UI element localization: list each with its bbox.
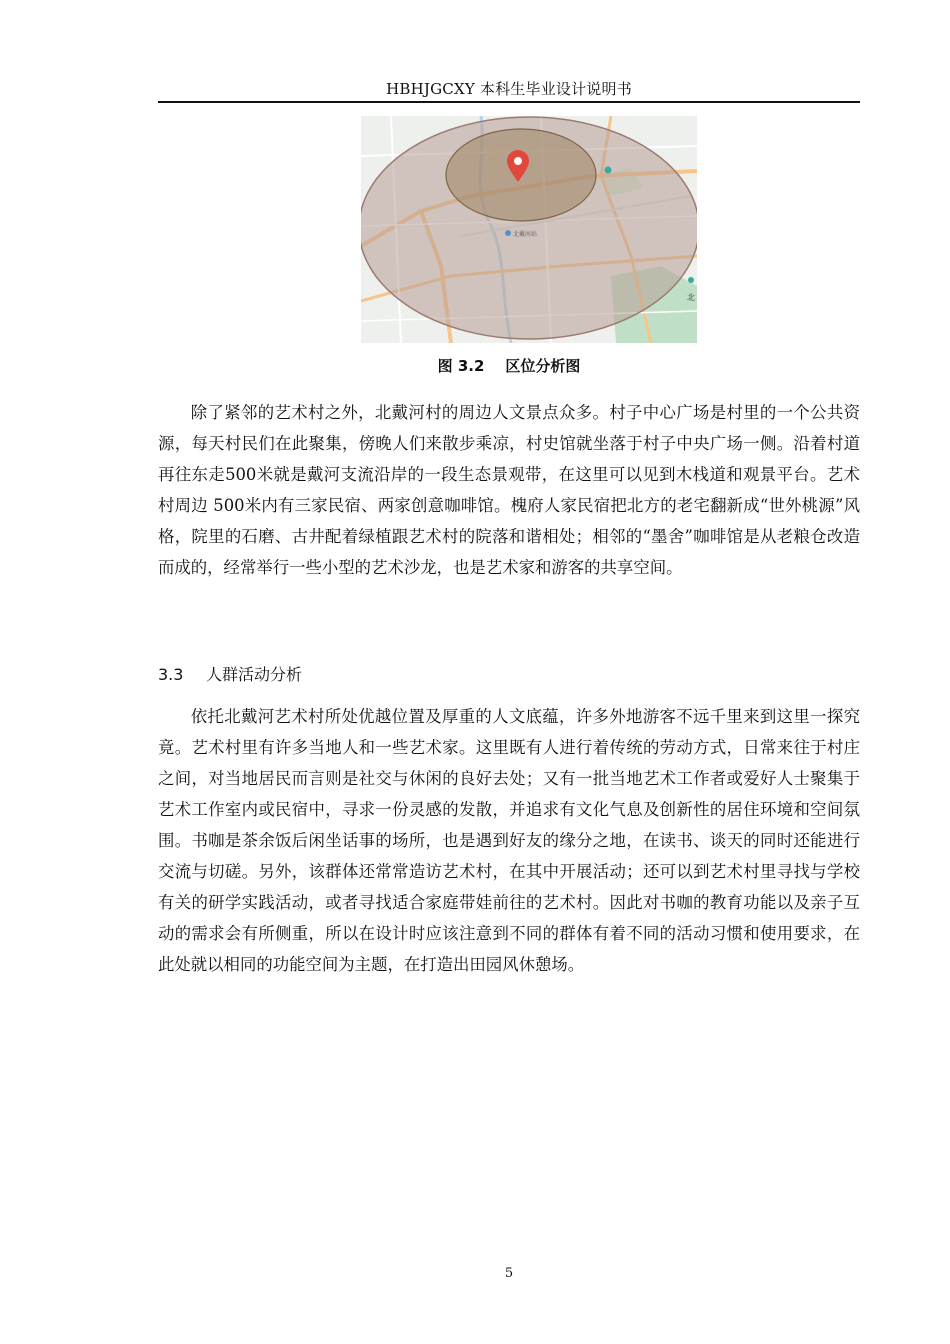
section-title: 人群活动分析 bbox=[206, 665, 303, 684]
caption-text: 区位分析图 bbox=[505, 357, 581, 375]
map-label-station: 北戴河站 bbox=[513, 231, 538, 238]
poi-icon bbox=[688, 277, 694, 283]
poi-icon bbox=[605, 167, 612, 174]
caption-number: 图 3.2 bbox=[437, 357, 485, 375]
location-map bbox=[361, 116, 697, 343]
section-number: 3.3 bbox=[158, 665, 184, 684]
paragraph-surroundings: 除了紧邻的艺术村之外，北戴河村的周边人文景点众多。村子中心广场是村里的一个公共资源，每天村民们在此聚集，傍晚人们来散步乘凉，村史馆就坐落于村子中央广场一侧。沿着村道再往东走500米就是戴河支流沿岸的一段生态景观带，在这里可以见到木栈道和观景平台。艺术村周边 500米内有三家民宿、两家创意咖啡馆。槐府人家民宿把北方的老宅翻新成“世外桃源”风格，院里的石磨、古井配着绿植跟艺术村的院落和谐相处；相邻的“墨舍”咖啡馆是从老粮仓改造而成的，经常举行一些小型的艺术沙龙，也是艺术家和游客的共享空间。 bbox=[158, 403, 860, 577]
location-map-figure bbox=[361, 116, 697, 343]
page-number: 5 bbox=[504, 1266, 514, 1281]
map-label-north: 北 bbox=[687, 293, 695, 302]
section-heading bbox=[158, 662, 860, 685]
running-header: HBHJGCXY 本科生毕业设计说明书 bbox=[386, 80, 632, 98]
paragraph-crowd-analysis: 依托北戴河艺术村所处优越位置及厚重的人文底蕴，许多外地游客不远千里来到这里一探究竟。艺术村里有许多当地人和一些艺术家。这里既有人进行着传统的劳动方式，日常来往于村庄之间，对当地居民而言则是社交与休闲的良好去处；又有一批当地艺术工作者或爱好人士聚集于艺术工作室内或民宿中，寻求一份灵感的发散，并追求有文化气息及创新性的居住环境和空间氛围。书咖是茶余饭后闲坐话事的场所，也是遇到好友的缘分之地，在读书、谈天的同时还能进行交流与切磋。另外，该群体还常常造访艺术村，在其中开展活动；还可以到艺术村里寻找与学校有关的研学实践活动，或者寻找适合家庭带娃前往的艺术村。因此对书咖的教育功能以及亲子互动的需求会有所侧重，所以在设计时应该注意到不同的群体有着不同的活动习惯和使用要求，在此处就以相同的功能空间为主题，在打造出田园风休憩场。 bbox=[158, 707, 860, 974]
header-rule bbox=[158, 101, 860, 103]
figure-caption bbox=[158, 355, 860, 376]
station-icon bbox=[505, 230, 511, 236]
